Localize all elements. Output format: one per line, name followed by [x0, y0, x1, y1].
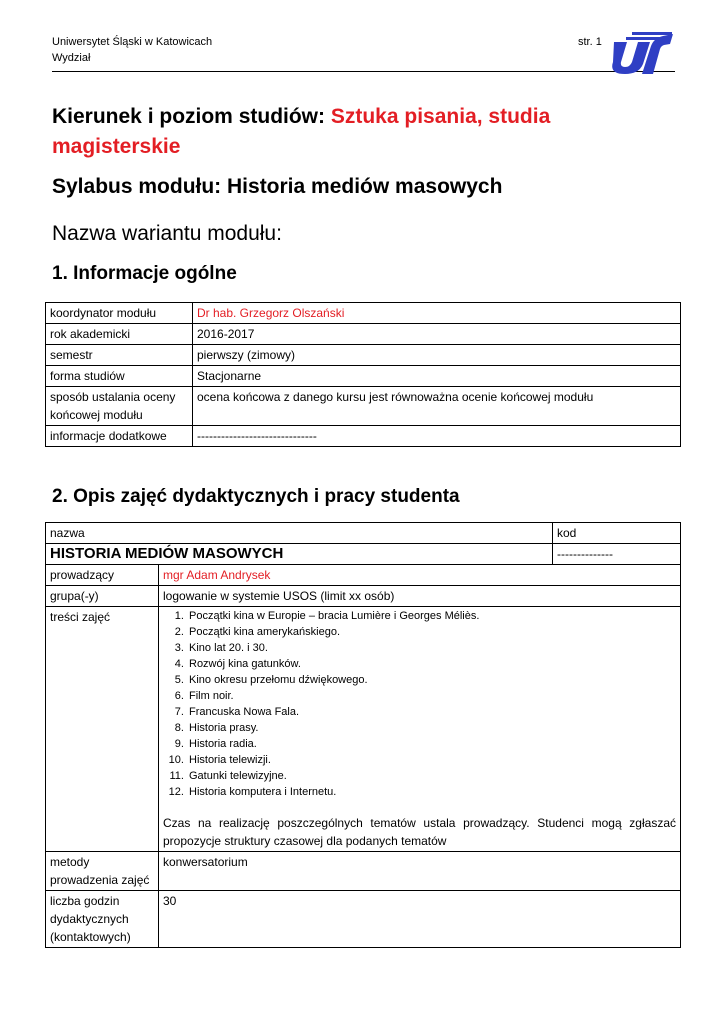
- hours-value: 30: [159, 891, 681, 948]
- table-row: [46, 565, 681, 586]
- table-cell-value: ocena końcowa z danego kursu jest równoważna ocenie końcowej modułu: [193, 387, 681, 426]
- table-cell-label: koordynator modułu: [46, 303, 193, 324]
- table-row: [46, 345, 681, 366]
- section2-heading: 2. Opis zajęć dydaktycznych i pracy studenta: [52, 486, 460, 507]
- group-value: logowanie w systemie USOS (limit xx osób): [159, 586, 681, 607]
- variant-heading: Nazwa wariantu modułu:: [52, 222, 282, 245]
- content-value: [159, 607, 681, 852]
- table-cell-label: forma studiów: [46, 366, 193, 387]
- table-row: [46, 523, 681, 544]
- list-item: 11. Gatunki telewizyjne.: [187, 768, 676, 784]
- methods-value: konwersatorium: [159, 852, 681, 891]
- list-item: 4. Rozwój kina gatunków.: [187, 656, 676, 672]
- direction-prefix: Kierunek i poziom studiów:: [52, 105, 331, 128]
- table-row: [46, 366, 681, 387]
- table-cell-label: informacje dodatkowe: [46, 426, 193, 447]
- table-row: [46, 586, 681, 607]
- list-item: 3. Kino lat 20. i 30.: [187, 640, 676, 656]
- list-item: 7. Francuska Nowa Fala.: [187, 704, 676, 720]
- university-logo-icon: [612, 28, 674, 76]
- table-row: [46, 544, 681, 565]
- course-description-table: [45, 522, 681, 948]
- list-item: 10. Historia telewizji.: [187, 752, 676, 768]
- table-cell-value: Stacjonarne: [193, 366, 681, 387]
- course-code: --------------: [553, 544, 681, 565]
- table-row: [46, 324, 681, 345]
- content-label: treści zajęć: [46, 607, 159, 852]
- list-item: 12. Historia komputera i Internetu.: [187, 784, 676, 800]
- list-item: 2. Początki kina amerykańskiego.: [187, 624, 676, 640]
- study-direction-heading: [52, 102, 612, 162]
- table-cell-label: rok akademicki: [46, 324, 193, 345]
- topics-list: [163, 608, 676, 800]
- university-name: Uniwersytet Śląski w Katowicach: [52, 36, 213, 48]
- table-cell-label: sposób ustalania oceny końcowej modułu: [46, 387, 193, 426]
- table-row: [46, 303, 681, 324]
- page-number: str. 1: [578, 36, 602, 48]
- coordinator-value: Dr hab. Grzegorz Olszański: [193, 303, 681, 324]
- methods-label: metody prowadzenia zajęć: [46, 852, 159, 891]
- table-cell-value: 2016-2017: [193, 324, 681, 345]
- list-item: 8. Historia prasy.: [187, 720, 676, 736]
- table-cell-value: pierwszy (zimowy): [193, 345, 681, 366]
- table-row: [46, 852, 681, 891]
- direction-value: Sztuka pisania, studia magisterskie: [52, 105, 551, 158]
- group-label: grupa(-y): [46, 586, 159, 607]
- name-column-header: nazwa: [46, 523, 553, 544]
- course-name: HISTORIA MEDIÓW MASOWYCH: [46, 544, 553, 565]
- table-row: [46, 607, 681, 852]
- page-header: [52, 36, 675, 72]
- teacher-value: mgr Adam Andrysek: [159, 565, 681, 586]
- content-note: Czas na realizację poszczególnych tematów ustala prowadzący. Studenci mogą zgłaszać propozycje struktury czasowej dla podanych tematów: [163, 816, 676, 848]
- hours-label: liczba godzin dydaktycznych (kontaktowych): [46, 891, 159, 948]
- list-item: 1. Początki kina w Europie – bracia Lumière i Georges Méliès.: [187, 608, 676, 624]
- faculty-name: Wydział: [52, 52, 91, 64]
- section1-heading: 1. Informacje ogólne: [52, 263, 237, 284]
- list-item: 9. Historia radia.: [187, 736, 676, 752]
- general-info-table: [45, 302, 681, 447]
- table-row: [46, 387, 681, 426]
- syllabus-heading: Sylabus modułu: Historia mediów masowych: [52, 175, 503, 198]
- table-cell-label: semestr: [46, 345, 193, 366]
- list-item: 5. Kino okresu przełomu dźwiękowego.: [187, 672, 676, 688]
- code-column-header: kod: [553, 523, 681, 544]
- table-row: [46, 426, 681, 447]
- list-item: 6. Film noir.: [187, 688, 676, 704]
- teacher-label: prowadzący: [46, 565, 159, 586]
- table-cell-value: ------------------------------: [193, 426, 681, 447]
- table-row: [46, 891, 681, 948]
